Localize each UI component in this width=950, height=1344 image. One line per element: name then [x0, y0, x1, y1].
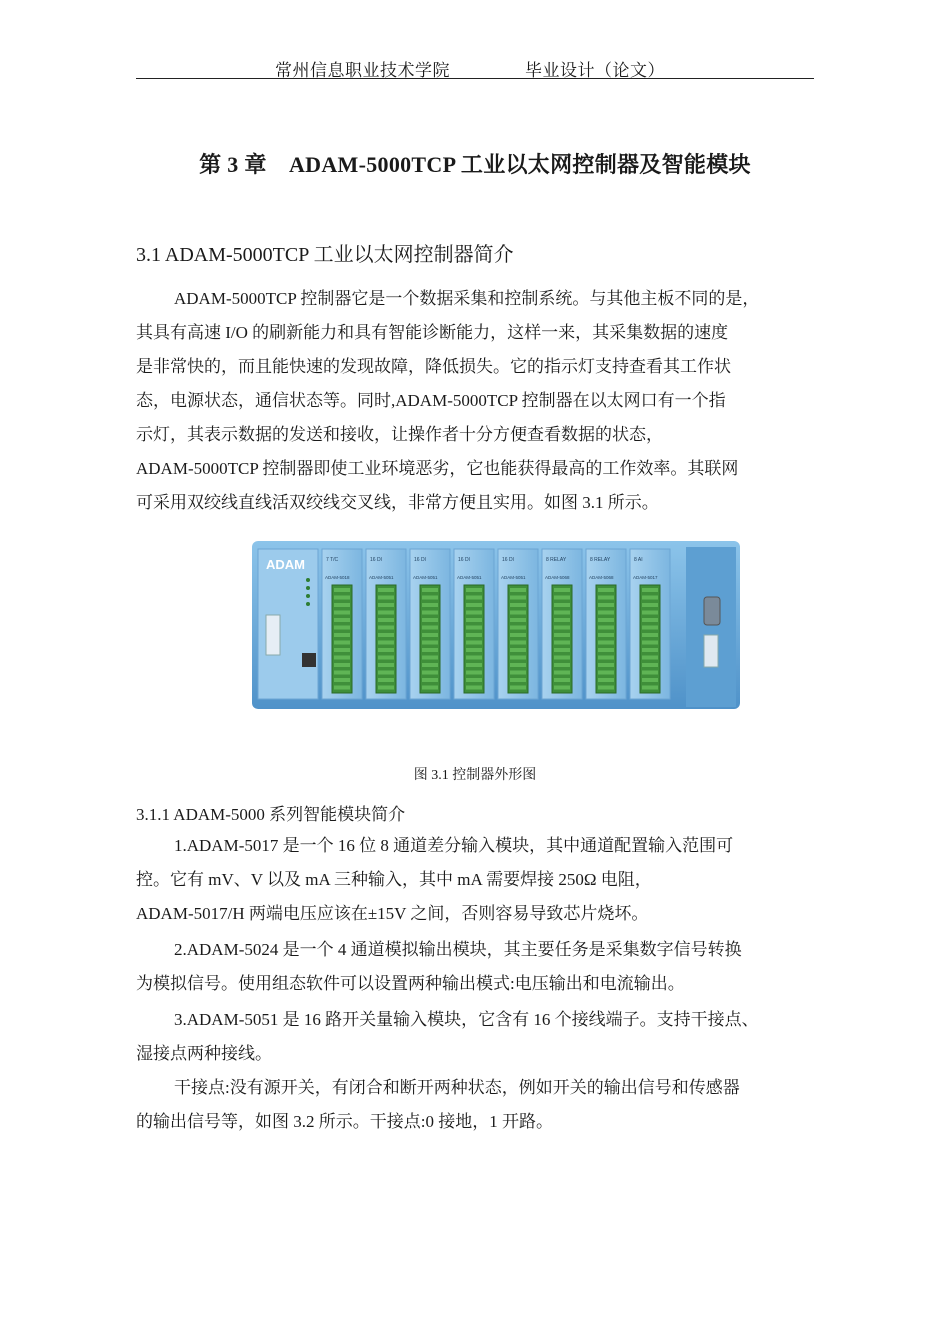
intro-paragraph: [136, 282, 836, 520]
terminal-screw: [642, 663, 658, 667]
paragraph-line: 其具有高速 I/O 的刷新能力和具有智能诊断能力，这样一来，其采集数据的速度: [136, 323, 729, 342]
module-label: 16 DI: [370, 557, 382, 563]
terminal-screw: [466, 641, 482, 645]
section-title: 3.1 ADAM-5000TCP 工业以太网控制器简介: [136, 244, 514, 266]
terminal-screw: [598, 686, 614, 690]
controller-photo: [246, 535, 746, 720]
header-thesis: 毕业设计（论文）: [525, 61, 665, 80]
terminal-screw: [466, 678, 482, 682]
terminal-screw: [642, 633, 658, 637]
terminal-screw: [334, 663, 350, 667]
module-model: ADAM-5051: [369, 575, 394, 580]
terminal-screw: [378, 678, 394, 682]
terminal-screw: [466, 626, 482, 630]
terminal-screw: [554, 641, 570, 645]
terminal-screw: [422, 686, 438, 690]
chapter-title: 第 3 章 ADAM-5000TCP 工业以太网控制器及智能模块: [199, 152, 751, 177]
terminal-screw: [642, 611, 658, 615]
module-model: ADAM-5051: [501, 575, 526, 580]
paragraph-line: 3.ADAM-5051 是 16 路开关量输入模块，它含有 16 个接线端子。支持干接点、: [174, 1010, 759, 1029]
terminal-screw: [422, 678, 438, 682]
terminal-screw: [334, 678, 350, 682]
subsection-title: 3.1.1 ADAM-5000 系列智能模块简介: [136, 805, 406, 824]
terminal-screw: [642, 618, 658, 622]
io-module: [454, 549, 494, 699]
terminal-screw: [510, 633, 526, 637]
module-label: 8 RELAY: [590, 557, 611, 563]
terminal-screw: [378, 633, 394, 637]
terminal-screw: [422, 618, 438, 622]
terminal-screw: [466, 663, 482, 667]
terminal-screw: [422, 656, 438, 660]
terminal-screw: [466, 648, 482, 652]
paragraph-line: ADAM-5000TCP 控制器它是一个数据采集和控制系统。与其他主板不同的是，: [174, 289, 760, 308]
terminal-block: [552, 585, 572, 693]
terminal-block: [596, 585, 616, 693]
terminal-screw: [378, 686, 394, 690]
paragraph-line: 为模拟信号。使用组态软件可以设置两种输出模式:电压输出和电流输出。: [136, 974, 685, 993]
paragraph-line: 可采用双绞线直线活双绞线交叉线，非常方便且实用。如图 3.1 所示。: [136, 493, 659, 512]
paragraph-line: 控。它有 mV、V 以及 mA 三种输入，其中 mA 需要焊接 250Ω 电阻，: [136, 870, 652, 889]
io-module: [410, 549, 450, 699]
brand-logo: ADAM: [266, 557, 305, 572]
module-model: ADAM-5017: [633, 575, 658, 580]
terminal-screw: [378, 663, 394, 667]
module-label: 16 DI: [458, 557, 470, 563]
paragraph-line: 湿接点两种接线。: [136, 1044, 272, 1063]
module-label: 8 RELAY: [546, 557, 567, 563]
terminal-screw: [510, 648, 526, 652]
figure-caption: 图 3.1 控制器外形图: [413, 768, 537, 783]
io-module: [498, 549, 538, 699]
terminal-screw: [598, 663, 614, 667]
terminal-screw: [510, 641, 526, 645]
terminal-screw: [378, 596, 394, 600]
terminal-screw: [554, 671, 570, 675]
io-module: [630, 549, 670, 699]
module-model: ADAM-5051: [457, 575, 482, 580]
dry-contact-paragraph: [136, 1071, 836, 1139]
terminal-screw: [554, 596, 570, 600]
terminal-screw: [422, 641, 438, 645]
terminal-screw: [642, 686, 658, 690]
paragraph-line: 1.ADAM-5017 是一个 16 位 8 通道差分输入模块，其中通道配置输入范围可: [174, 836, 734, 855]
terminal-screw: [378, 641, 394, 645]
terminal-screw: [422, 588, 438, 592]
terminal-block: [508, 585, 528, 693]
paragraph-line: 2.ADAM-5024 是一个 4 通道模拟输出模块，其主要任务是采集数字信号转换: [174, 940, 742, 959]
terminal-screw: [334, 603, 350, 607]
module-label: 7 T/C: [326, 557, 339, 563]
terminal-screw: [598, 648, 614, 652]
terminal-screw: [466, 671, 482, 675]
terminal-screw: [598, 671, 614, 675]
paragraph-line: ADAM-5000TCP 控制器即使工业环境恶劣，它也能获得最高的工作效率。其联网: [136, 459, 739, 478]
terminal-screw: [510, 671, 526, 675]
terminal-screw: [466, 656, 482, 660]
terminal-screw: [598, 633, 614, 637]
paragraph-line: 干接点:没有源开关，有闭合和断开两种状态，例如开关的输出信号和传感器: [174, 1078, 740, 1097]
terminal-screw: [378, 626, 394, 630]
terminal-screw: [598, 641, 614, 645]
terminal-screw: [642, 648, 658, 652]
terminal-screw: [334, 618, 350, 622]
page-header: [136, 52, 814, 79]
paragraph-line: 态，电源状态，通信状态等。同时,ADAM-5000TCP 控制器在以太网口有一个指: [136, 391, 726, 410]
module-model: ADAM-5068: [545, 575, 570, 580]
terminal-screw: [554, 626, 570, 630]
terminal-block: [376, 585, 396, 693]
terminal-screw: [378, 648, 394, 652]
dip-switches: [266, 615, 280, 655]
terminal-screw: [554, 678, 570, 682]
item-5024: [136, 933, 836, 1001]
terminal-screw: [466, 588, 482, 592]
terminal-screw: [598, 603, 614, 607]
terminal-screw: [598, 588, 614, 592]
terminal-screw: [422, 596, 438, 600]
terminal-screw: [466, 618, 482, 622]
terminal-screw: [422, 663, 438, 667]
terminal-screw: [598, 618, 614, 622]
terminal-screw: [510, 656, 526, 660]
module-model: ADAM-5051: [413, 575, 438, 580]
terminal-screw: [510, 686, 526, 690]
terminal-screw: [598, 678, 614, 682]
terminal-screw: [554, 633, 570, 637]
terminal-screw: [378, 671, 394, 675]
terminal-screw: [554, 648, 570, 652]
terminal-screw: [554, 588, 570, 592]
terminal-screw: [554, 656, 570, 660]
io-module: [322, 549, 362, 699]
serial-port: [704, 597, 720, 625]
terminal-screw: [466, 611, 482, 615]
terminal-screw: [378, 603, 394, 607]
terminal-screw: [422, 611, 438, 615]
module-label: 16 DI: [414, 557, 426, 563]
terminal-block: [464, 585, 484, 693]
terminal-screw: [510, 626, 526, 630]
terminal-screw: [554, 686, 570, 690]
item-5051: [136, 1003, 836, 1071]
terminal-screw: [378, 618, 394, 622]
terminal-screw: [422, 626, 438, 630]
chassis-side: [686, 547, 736, 707]
terminal-screw: [554, 603, 570, 607]
side-switches: [704, 635, 718, 667]
terminal-screw: [642, 641, 658, 645]
terminal-screw: [334, 611, 350, 615]
terminal-screw: [554, 663, 570, 667]
terminal-screw: [598, 611, 614, 615]
terminal-block: [332, 585, 352, 693]
module-model: ADAM-5068: [589, 575, 614, 580]
terminal-screw: [642, 678, 658, 682]
terminal-screw: [422, 633, 438, 637]
io-module: [366, 549, 406, 699]
terminal-screw: [642, 603, 658, 607]
terminal-screw: [510, 603, 526, 607]
paragraph-line: 的输出信号等，如图 3.2 所示。干接点:0 接地，1 开路。: [136, 1112, 553, 1131]
item-5017: [136, 829, 836, 931]
terminal-screw: [334, 671, 350, 675]
terminal-screw: [598, 596, 614, 600]
paragraph-line: ADAM-5017/H 两端电压应该在±15V 之间，否则容易导致芯片烧坏。: [136, 904, 649, 923]
terminal-screw: [422, 603, 438, 607]
terminal-screw: [510, 618, 526, 622]
terminal-screw: [510, 596, 526, 600]
terminal-block: [420, 585, 440, 693]
terminal-screw: [466, 603, 482, 607]
terminal-screw: [598, 656, 614, 660]
terminal-screw: [334, 633, 350, 637]
terminal-screw: [510, 588, 526, 592]
module-model: ADAM-5018: [325, 575, 350, 580]
module-label: 16 DI: [502, 557, 514, 563]
terminal-screw: [378, 611, 394, 615]
header-school: 常州信息职业技术学院: [275, 61, 450, 80]
terminal-screw: [334, 686, 350, 690]
terminal-block: [640, 585, 660, 693]
terminal-screw: [422, 648, 438, 652]
terminal-screw: [334, 641, 350, 645]
terminal-screw: [334, 648, 350, 652]
terminal-screw: [510, 678, 526, 682]
terminal-screw: [642, 656, 658, 660]
terminal-screw: [378, 588, 394, 592]
io-module: [586, 549, 626, 699]
terminal-screw: [598, 626, 614, 630]
paragraph-line: 示灯，其表示数据的发送和接收，让操作者十分方便查看数据的状态，: [136, 425, 663, 444]
terminal-screw: [510, 663, 526, 667]
terminal-screw: [378, 656, 394, 660]
paragraph-line: 是非常快的，而且能快速的发现故障，降低损失。它的指示灯支持查看其工作状: [136, 357, 731, 376]
terminal-screw: [334, 626, 350, 630]
module-label: 8 AI: [634, 557, 643, 563]
terminal-screw: [466, 596, 482, 600]
terminal-screw: [642, 588, 658, 592]
terminal-screw: [554, 618, 570, 622]
terminal-screw: [466, 686, 482, 690]
terminal-screw: [642, 626, 658, 630]
terminal-screw: [334, 596, 350, 600]
terminal-screw: [510, 611, 526, 615]
terminal-screw: [642, 596, 658, 600]
io-module: [542, 549, 582, 699]
terminal-screw: [642, 671, 658, 675]
terminal-screw: [334, 588, 350, 592]
terminal-screw: [334, 656, 350, 660]
terminal-screw: [422, 671, 438, 675]
terminal-screw: [554, 611, 570, 615]
ethernet-port: [302, 653, 316, 667]
terminal-screw: [466, 633, 482, 637]
